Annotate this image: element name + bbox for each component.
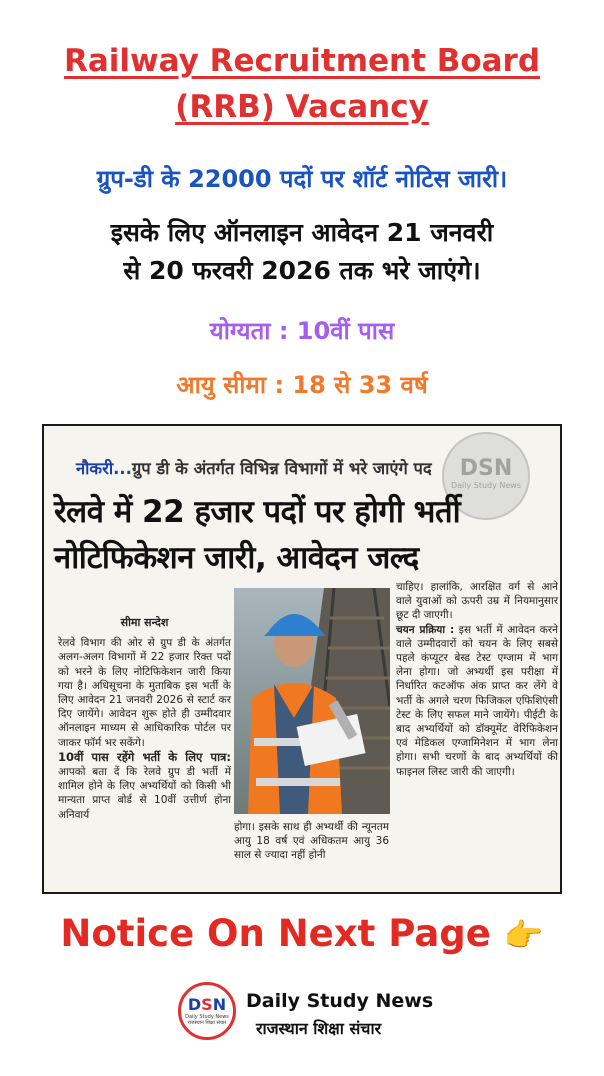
page-title <box>0 38 604 130</box>
dsn-logo <box>178 982 236 1040</box>
logo-d: D <box>187 995 202 1014</box>
article-column-1 <box>58 616 231 822</box>
clipping-headline-2: नोटिफिकेशन जारी, आवेदन जल्द <box>54 540 419 576</box>
title-line-2: (RRB) Vacancy <box>175 89 429 125</box>
brand-name: Daily Study News <box>246 990 434 1012</box>
logo-small-text: Daily Study News <box>185 1014 229 1020</box>
application-dates <box>0 214 604 290</box>
brand-tagline: राजस्थान शिक्षा संचार <box>256 1019 382 1038</box>
eligibility: योग्यता : 10वीं पास <box>209 317 395 345</box>
article-column-2: होगा। इसके साथ ही अभ्यर्थी की न्यूनतम आयु 18 वर्ष एवं अधिकतम आयु 36 साल से ज्यादा नहीं होनी <box>234 821 389 862</box>
dates-line-1: इसके लिए ऑनलाइन आवेदन 21 जनवरी <box>110 218 494 247</box>
age-limit: आयु सीमा : 18 से 33 वर्ष <box>176 371 428 399</box>
pointing-hand-icon: 👉 <box>503 916 544 954</box>
article-column-3 <box>396 580 558 779</box>
col3-paragraph-1: चाहिए। हालांकि, आरक्षित वर्ग से आने वाले युवाओं को ऊपरी उम्र में नियमानुसार छूट दी जाएगी। <box>396 581 558 622</box>
newspaper-clipping <box>42 424 562 894</box>
clipping-headline-1: रेलवे में 22 हजार पदों पर होगी भर्ती <box>54 494 461 530</box>
railway-worker-photo <box>234 588 390 814</box>
clipping-kicker <box>76 456 556 479</box>
byline: सीमा सन्देश <box>120 616 169 629</box>
col1-subhead: 10वीं पास रहेंगे भर्ती के लिए पात्र: <box>58 749 231 764</box>
logo-small-text-2: राजस्थान शिक्षा संचार <box>187 1020 227 1026</box>
watermark-text: Daily Study News <box>450 481 522 490</box>
kicker-text: ग्रुप डी के अंतर्गत विभिन्न विभागों में भरे जाएंगे पद <box>131 459 432 478</box>
notice-next-page <box>0 912 604 955</box>
logo-mark <box>181 996 233 1014</box>
notice-text: Notice On Next Page <box>60 912 491 955</box>
col3-subhead: चयन प्रक्रिया : <box>396 623 455 636</box>
col3-paragraph-2: इस भर्ती में आवेदन करने वाले उम्मीदवारों को चयन के लिए सबसे पहले कंप्यूटर बेस्ड टेस्ट एग्जाम में भाग लेना होगा। जो अभ्यर्थी इस परीक्षा में निर्धारित कटऑफ अंक प्राप्त कर लेंगे वे भर्ती के अगले चरण फिजिकल एफिशिएंसी टेस्ट के लिए सफल माने जायेंगे। पीईटी के बाद अभ्यर्थियों को डॉक्यूमेंट वेरिफिकेशन एवं मेडिकल एग्जामिनेशन में भाग लेना होगा। सभी चरणों के बाद अभ्यर्थियों की फाइनल लिस्ट जारी की जाएगी। <box>396 623 558 778</box>
watermark-mark: DSN <box>459 456 513 481</box>
col1-paragraph-1: रेलवे विभाग की ओर से ग्रुप डी के अंतर्गत अलग-अलग विभागों में 22 हजार रिक्त पदों को भरने के लिए नोटिफिकेशन जारी किया गया है। अधिसूचना के मुताबिक इस भर्ती के लिए आवेदन 21 जनवरी 2026 से स्टार्ट कर दिए जायेंगे। आवेदन शुरू होते ही उम्मीदवार ऑनलाइन माध्यम से आधिकारिक पोर्टल पर जाकर फॉर्म भर सकेंगे। <box>58 637 231 749</box>
kicker-prefix: नौकरी... <box>76 459 132 478</box>
dates-line-2: से 20 फरवरी 2026 तक भरे जाएंगे। <box>123 256 481 285</box>
logo-s: S <box>201 995 213 1014</box>
logo-n: N <box>212 995 227 1014</box>
subtitle: ग्रुप-डी के 22000 पदों पर शॉर्ट नोटिस जारी। <box>96 165 508 193</box>
col1-paragraph-2: आपको बता दें कि रेलवे ग्रुप डी भर्ती में शामिल होने के लिए अभ्यर्थियों को किसी भी मान्यता प्राप्त बोर्ड से 10वीं उत्तीर्ण होना अनिवार्य <box>58 766 231 821</box>
title-line-1: Railway Recruitment Board <box>63 43 541 79</box>
